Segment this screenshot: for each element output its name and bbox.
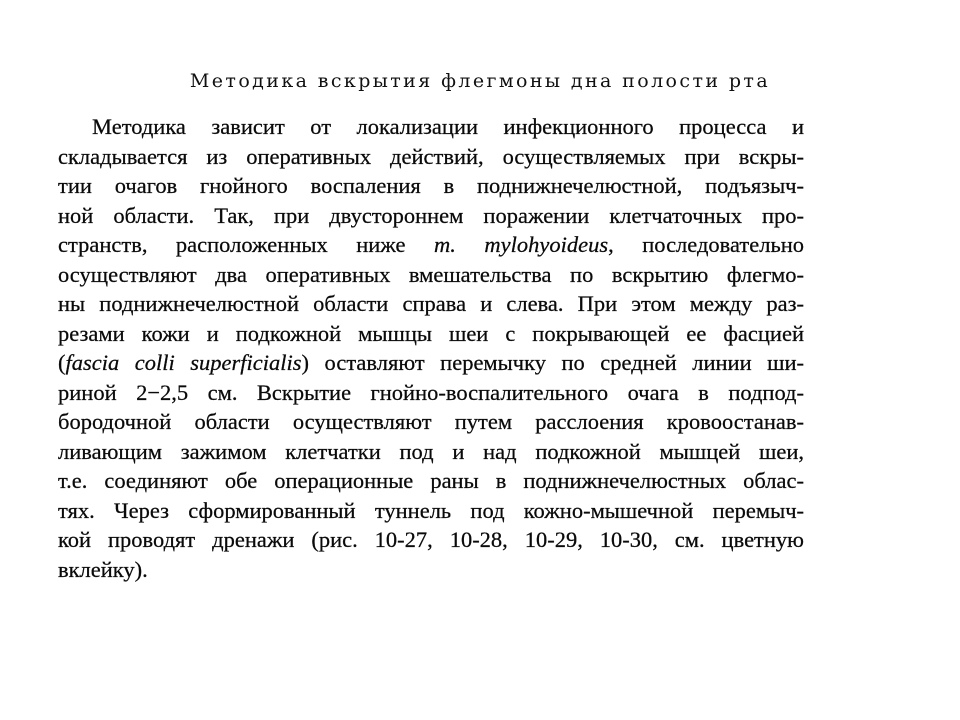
- paragraph-line: риной 2−2,5 см. Вскрытие гнойно-воспалительного очага в подпод-: [58, 379, 804, 405]
- text-segment: ) оставляют перемычку по средней линии ши-: [301, 350, 805, 375]
- paragraph-line: тях. Через сформированный туннель под кожно-мышечной перемыч-: [58, 497, 804, 523]
- paragraph-line: вклейку).: [58, 556, 148, 582]
- paragraph-line: тии очагов гнойного воспаления в поднижнечелюстной, подъязыч-: [58, 173, 804, 198]
- body-paragraph: [58, 112, 804, 584]
- paragraph-line: кой проводят дренажи (рис. 10-27, 10-28, 10-29, 10-30, см. цветную: [58, 527, 804, 552]
- paragraph-line-with-latin-term: [58, 348, 804, 378]
- paragraph-line: т.е. соединяют обе операционные раны в поднижнечелюстных облас-: [58, 468, 804, 493]
- paragraph-line: бородочной области осуществляют путем расслоения кровоостанав-: [58, 409, 804, 434]
- paragraph-line: складывается из оперативных действий, осуществляемых при вскры-: [58, 143, 804, 169]
- paragraph-line: ной области. Так, при двустороннем поражении клетчаточных про-: [58, 202, 804, 228]
- latin-term: m. mylohyoideus: [434, 232, 609, 257]
- paragraph-line: ливающим зажимом клетчатки под и над подкожной мышцей шеи,: [58, 438, 804, 464]
- paragraph-line: осуществляют два оперативных вмешательства по вскрытию флегмо-: [58, 261, 804, 287]
- text-segment: , последовательно: [608, 232, 805, 257]
- section-heading: Методика вскрытия флегмоны дна полости рта: [189, 70, 771, 92]
- paragraph-line-with-latin-term: [58, 230, 804, 260]
- paragraph-line: резами кожи и подкожной мышцы шеи с покрывающей ее фасцией: [58, 320, 804, 346]
- text-segment: странств, расположенных ниже: [58, 232, 435, 257]
- latin-term: fascia colli superficialis: [65, 350, 302, 375]
- paragraph-line: ны поднижнечелюстной области справа и слева. При этом между раз-: [58, 291, 804, 316]
- paragraph-line: Методика зависит от локализации инфекционного процесса и: [92, 114, 804, 139]
- text-segment: (: [58, 350, 66, 375]
